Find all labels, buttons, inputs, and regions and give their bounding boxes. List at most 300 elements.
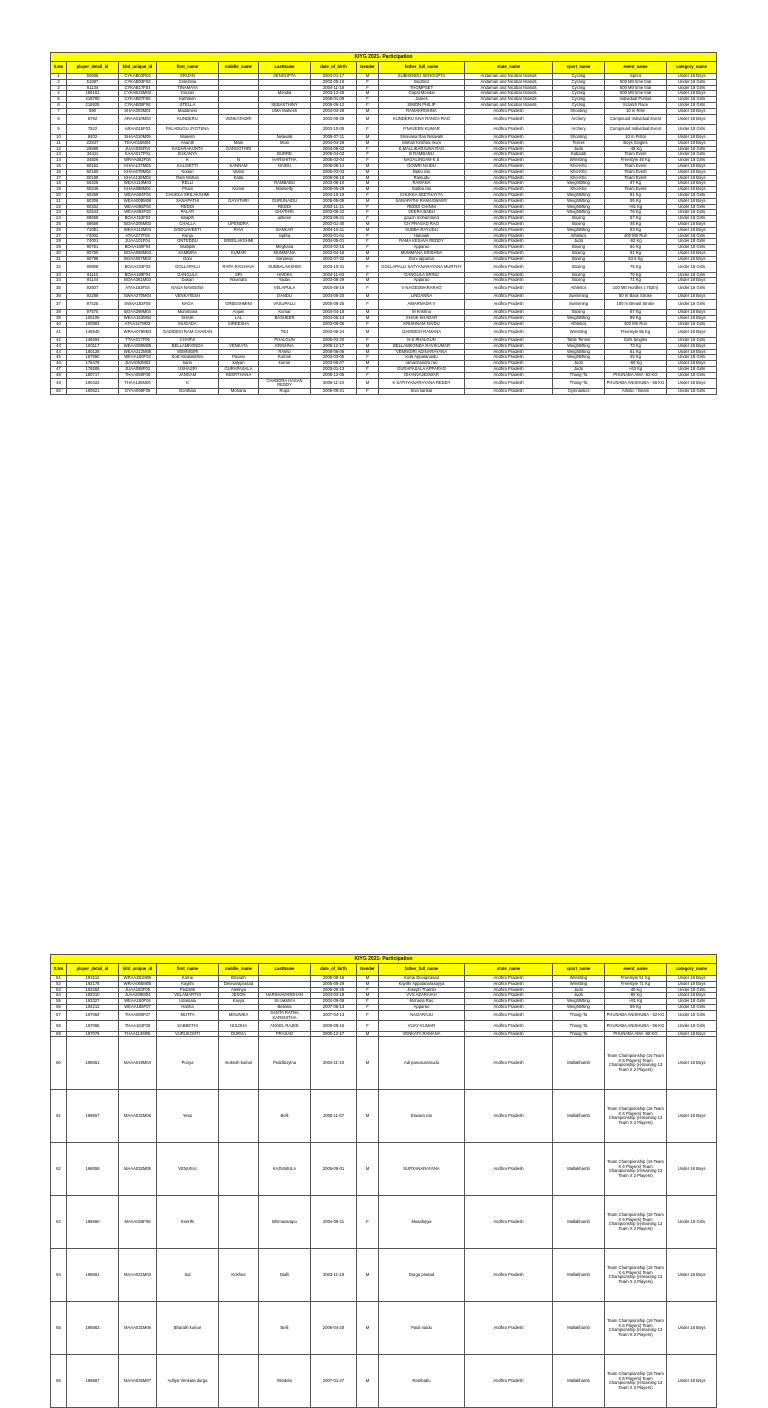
table-cell: 2006-08-15 — [311, 1021, 357, 1031]
table-cell: 58 — [51, 1021, 67, 1031]
table-cell: M — [357, 378, 379, 389]
table-cell: MAAA032M05 — [119, 1090, 157, 1143]
table-cell: F — [357, 204, 379, 210]
table-cell: 194212 — [67, 1004, 119, 1010]
table-cell: Andhra Pradesh — [465, 999, 553, 1005]
table-cell: Vamsi — [219, 169, 259, 175]
table-cell: Andhra Pradesh — [465, 284, 553, 294]
table-cell: Under 18 Girls — [667, 389, 717, 395]
table-cell: 24 — [51, 216, 67, 222]
table-cell: F — [357, 85, 379, 91]
table-cell: Weightlifting — [553, 1004, 605, 1010]
table-cell: 39 — [51, 316, 67, 322]
table-cell: HARSHITHA — [259, 158, 311, 164]
table-cell: Aditya Venkata durga — [157, 1355, 219, 1408]
table-cell: Andhra Pradesh — [465, 146, 553, 152]
table-cell: 25 — [51, 221, 67, 227]
table-cell: 31 — [51, 256, 67, 262]
table-cell: Kolli Appalanaidu — [379, 355, 465, 361]
table-cell: Phani — [157, 187, 219, 193]
table-cell: 83 Kg — [605, 227, 667, 233]
table-cell: SREELAKSHMI — [219, 239, 259, 245]
table-cell: Dasari — [157, 278, 219, 284]
table-cell: Mondal — [259, 91, 311, 97]
table-cell: M — [357, 1031, 379, 1037]
table-cell: GAYATHRI — [219, 198, 259, 204]
table-cell: 49 — [51, 378, 67, 389]
table-cell: Sri lakshmi — [259, 999, 311, 1005]
table-cell: Dialli — [259, 1249, 311, 1302]
table-cell: BOAA205M03 — [119, 221, 157, 227]
table-cell: Wrestling — [553, 158, 605, 164]
table-cell: M — [357, 169, 379, 175]
table-cell: 197068 — [67, 1021, 119, 1031]
table-cell: Paidi naidu — [379, 1302, 465, 1355]
table-cell: M — [357, 227, 379, 233]
table-cell: Andhra Pradesh — [465, 239, 553, 245]
table-cell: Korrai — [157, 976, 219, 982]
table-cell: THOMPSET — [379, 85, 465, 91]
table-cell: 34 — [51, 278, 67, 284]
table-cell — [219, 1143, 259, 1196]
table-cell: SWAA270M04 — [119, 294, 157, 300]
participation-table-1 — [50, 52, 717, 395]
table-cell: Under 18 Girls — [667, 367, 717, 373]
table-cell: SIMON PHILIP — [379, 102, 465, 108]
table-cell: Weightlifting — [553, 343, 605, 349]
table-cell: K SATHYANARAYANA REDDY — [379, 378, 465, 389]
table-cell: 2005-08-01 — [311, 1143, 357, 1196]
table-cell: ARAA010M03 — [119, 114, 157, 124]
table-cell: Cycling — [553, 97, 605, 103]
table-cell: Under 18 Boys — [667, 169, 717, 175]
table-cell: M — [357, 993, 379, 999]
table-cell: Peddinti — [157, 987, 219, 993]
table-cell: 38 — [51, 310, 67, 316]
table-cell: Andhra Pradesh — [465, 349, 553, 355]
table-cell: Under 18 Boys — [667, 181, 717, 187]
table-cell: SENGUPTA — [259, 74, 311, 80]
table-cell: GADIDESI RAMANA — [379, 327, 465, 337]
table-cell: 76 Kg — [605, 210, 667, 216]
table-cell: Andhra Pradesh — [465, 175, 553, 181]
column-header: first_name — [157, 62, 219, 74]
table-cell: Andhra Pradesh — [465, 1010, 553, 1021]
table-cell: James — [379, 97, 465, 103]
table-cell: BOAA361M03 — [119, 278, 157, 284]
table-cell: M — [357, 1037, 379, 1090]
table-cell: -90 Kg — [605, 993, 667, 999]
table-cell: Cycling — [553, 102, 605, 108]
table-cell: Under 18 Boys — [667, 294, 717, 300]
table-cell: 2004-11-10 — [311, 1037, 357, 1090]
table-cell: PHUNABA AMA -68 KG — [605, 1031, 667, 1037]
table-cell: Under 18 Girls — [667, 204, 717, 210]
table-cell: Shooting — [553, 108, 605, 114]
table-cell: Team Event — [605, 169, 667, 175]
table-cell: PHUNABA ANISHUBA - 56 KG — [605, 378, 667, 389]
table-cell: Weightlifting — [553, 198, 605, 204]
table-cell: gouch mohammed — [379, 216, 465, 222]
table-cell: 67 Kg — [605, 181, 667, 187]
table-cell: F — [357, 300, 379, 310]
table-cell: CYKAB08F06 — [119, 102, 157, 108]
table-cell: 2006-11-10 — [311, 378, 357, 389]
table-cell: RAMAKRISHNA — [379, 108, 465, 114]
table-cell: Andhra Pradesh — [465, 221, 553, 227]
table-cell: Compound Individual Event — [605, 114, 667, 124]
table-cell: Andhra Pradesh — [465, 327, 553, 337]
participation-table-2 — [50, 954, 717, 1408]
table-cell: GURAPASALA — [219, 367, 259, 373]
table-cell: F — [357, 192, 379, 198]
table-cell: MUTTA — [157, 1010, 219, 1021]
table-cell: Kho-Kho — [553, 169, 605, 175]
table-cell: Sandeep — [259, 256, 311, 262]
table-cell: Under 18 Boys — [667, 163, 717, 169]
table-cell: Boxing — [553, 262, 605, 272]
table-cell — [219, 124, 259, 134]
table-cell: MOUNIKA — [219, 1010, 259, 1021]
table-cell: 400 Mtr Run — [605, 322, 667, 328]
table-cell: Under 18 Boys — [667, 227, 717, 233]
table-cell: 44 — [51, 349, 67, 355]
table-cell: Alekhya — [219, 987, 259, 993]
table-cell: Anjani — [219, 310, 259, 316]
column-header: event_name — [605, 964, 667, 976]
table-cell: 2004-01-17 — [311, 74, 357, 80]
table-cell: 2004-05-01 — [311, 239, 357, 245]
table-cell: NAGA NAVEENA — [157, 284, 219, 294]
table-cell: RAMU — [259, 349, 311, 355]
table-cell: Kayithi — [157, 981, 219, 987]
table-cell: 2005-08-26 — [311, 987, 357, 993]
table-cell: USHASRI — [157, 367, 219, 373]
table-cell: BOAA180F04 — [119, 245, 157, 251]
table-cell: Yesu — [157, 1090, 219, 1143]
table-cell: WEAA112M04 — [119, 227, 157, 233]
table-cell: CYKAB15M03 — [119, 91, 157, 97]
table-cell: 2006-06-06 — [311, 349, 357, 355]
table-cell: Judo — [553, 993, 605, 999]
table-cell: 17 — [51, 175, 67, 181]
table-cell: 193310 — [67, 993, 119, 999]
table-cell: mukesh kumar — [219, 1037, 259, 1090]
table-cell: F — [357, 372, 379, 378]
table-cell: REDDI — [259, 204, 311, 210]
table-cell: 500 Mtr time trial — [605, 79, 667, 85]
table-cell: Katta — [219, 175, 259, 181]
table-cell: Mallakhamb — [553, 1037, 605, 1090]
table-cell: 64 — [51, 1249, 67, 1302]
table-cell: 2003-10-31 — [311, 262, 357, 272]
table-cell: Under 18 Boys — [667, 114, 717, 124]
column-header: LastName — [259, 62, 311, 74]
table-cell: Girls Singles — [605, 338, 667, 344]
table-row — [51, 1196, 717, 1249]
table-cell: RELLI — [157, 181, 219, 187]
table-cell: Under 18 Girls — [667, 1004, 717, 1010]
table-cell: Under 18 Girls — [667, 262, 717, 272]
table-cell: -60 Kg — [605, 361, 667, 367]
table-cell: Andhra Pradesh — [465, 187, 553, 193]
table-cell: 2005-11-07 — [311, 1090, 357, 1143]
table-cell: Boys Singles — [605, 140, 667, 146]
table-cell: 51134 — [67, 85, 119, 91]
table-cell: 9 — [51, 124, 67, 134]
column-header: Gender — [357, 964, 379, 976]
table-cell: 2007-04-13 — [311, 1010, 357, 1021]
table-cell: Under 18 Boys — [667, 134, 717, 140]
table-cell: F — [357, 1004, 379, 1010]
table-cell: 60180 — [67, 169, 119, 175]
table-cell: Bhimavarapu — [259, 1196, 311, 1249]
table-cell: M — [357, 1302, 379, 1355]
table-cell: SHAA003M01 — [119, 108, 157, 114]
table-cell: 91110 — [67, 272, 119, 278]
table-row — [51, 1010, 717, 1021]
table-cell: AMARNADH V — [379, 300, 465, 310]
column-header: first_name — [157, 964, 219, 976]
table-cell: 2003-01-13 — [311, 367, 357, 373]
table-cell: F — [357, 239, 379, 245]
table-cell: Pavani — [219, 355, 259, 361]
table-cell: 2004-08-02 — [311, 146, 357, 152]
table-cell: Andhra Pradesh — [465, 278, 553, 284]
table-cell: 2003-01-01 — [311, 233, 357, 239]
table-cell: Under 18 Boys — [667, 310, 717, 316]
table-cell: Thang-Ta — [553, 1010, 605, 1021]
table-cell: 50 m Back Stroke — [605, 294, 667, 300]
table-cell: 2003-04-18 — [311, 250, 357, 256]
table-cell: Muni — [259, 140, 311, 146]
table-cell: WEAA212M06 — [119, 349, 157, 355]
table-cell: Under 18 Girls — [667, 233, 717, 239]
table-cell: M — [357, 361, 379, 367]
table-cell: SUBHENDU SENGUPTA — [379, 74, 465, 80]
table-cell: Andhra Pradesh — [465, 163, 553, 169]
table-cell: SAMBIRA — [157, 250, 219, 256]
table-cell: Under 18 Boys — [667, 221, 717, 227]
table-cell: F — [357, 1010, 379, 1021]
table-cell: 68668 — [67, 221, 119, 227]
table-cell: BOAA153F03 — [119, 216, 157, 222]
table-row — [51, 114, 717, 124]
table-cell: 60269 — [67, 192, 119, 198]
table-cell: Keerthi — [157, 1196, 219, 1249]
table-cell: M — [357, 1143, 379, 1196]
column-header: S.No — [51, 964, 67, 976]
table-cell: 198661 — [67, 1249, 119, 1302]
table-cell: 62543 — [67, 210, 119, 216]
table-cell: Andhra Pradesh — [465, 300, 553, 310]
table-cell: Under 18 Boys — [667, 327, 717, 337]
table-cell: 400 Mtr Run — [605, 233, 667, 239]
table-cell: Wrestling — [553, 976, 605, 982]
participation-sheet-2 — [50, 954, 716, 1408]
table-cell: F — [357, 79, 379, 85]
table-cell: MUGADA — [157, 322, 219, 328]
table-cell: Mallakhamb — [553, 1143, 605, 1196]
table-cell: Gourav — [157, 91, 219, 97]
table-cell: Srinivasa Rao Nelavalli — [379, 134, 465, 140]
table-cell: Under 18 Girls — [667, 272, 717, 278]
table-cell: Athletics — [553, 284, 605, 294]
table-cell: KUNDERU SIVA RANGA RAO — [379, 114, 465, 124]
table-body — [51, 976, 717, 1408]
table-cell: 70 Kg — [605, 272, 667, 278]
table-cell: M — [357, 163, 379, 169]
table-cell: Under 18 Boys — [667, 175, 717, 181]
table-cell: Weightlifting — [553, 181, 605, 187]
table-cell: Judo — [553, 239, 605, 245]
table-cell: Andhra Pradesh — [465, 272, 553, 278]
table-cell: Under 18 Girls — [667, 146, 717, 152]
table-cell: -40 Kg — [605, 987, 667, 993]
table-cell: Mani — [219, 140, 259, 146]
table-cell: 60332 — [67, 204, 119, 210]
table-cell: 53 — [51, 987, 67, 993]
table-cell: P.NAVEEN KUMAR — [379, 124, 465, 134]
table-cell: Andhra Pradesh — [465, 198, 553, 204]
table-cell: VELAMARTHI — [157, 993, 219, 999]
table-cell: B RAMBABU — [379, 152, 465, 158]
table-cell: 160117 — [67, 343, 119, 349]
table-cell: M — [357, 1090, 379, 1143]
table-cell: Andhra Pradesh — [465, 361, 553, 367]
table-cell: 91144 — [67, 278, 119, 284]
table-cell: 52 — [51, 981, 67, 987]
table-cell: 2006-02-04 — [311, 158, 357, 164]
table-cell: Andhra Pradesh — [465, 1196, 553, 1249]
table-cell: 18 — [51, 181, 67, 187]
table-cell: CYKAB07F06 — [119, 97, 157, 103]
table-cell: Andhra Pradesh — [465, 372, 553, 378]
table-cell: F — [357, 389, 379, 395]
table-cell: 2003-06-10 — [311, 181, 357, 187]
table-cell: ATAA147M03 — [119, 322, 157, 328]
table-cell: 2005-09-21 — [311, 389, 357, 395]
table-cell: Mallakhamb — [553, 1090, 605, 1143]
table-cell: 61 Kg — [605, 349, 667, 355]
table-cell: N — [219, 158, 259, 164]
table-cell: 63.5 Kg — [605, 256, 667, 262]
table-cell: 2004-02-15 — [311, 245, 357, 251]
table-cell: 2003-12-26 — [311, 91, 357, 97]
table-cell: F — [357, 97, 379, 103]
table-cell: 160128 — [67, 349, 119, 355]
table-cell: Andhra Pradesh — [465, 1302, 553, 1355]
column-header: sport_name — [553, 964, 605, 976]
table-cell: Team Championship (16 Team X 6 Players) Team Championship (remaining 13 Team X 2 Players) — [605, 1355, 667, 1408]
table-cell: BOAA057M03 — [119, 256, 157, 262]
table-cell — [219, 284, 259, 294]
table-cell: F — [357, 146, 379, 152]
table-cell: 186161 — [67, 91, 119, 97]
table-cell: GOWRI NAIDU — [379, 163, 465, 169]
table-cell: 2004-03-18 — [311, 993, 357, 999]
table-cell: M — [357, 278, 379, 284]
table-cell: WEAA160F04 — [119, 999, 157, 1005]
table-cell: 23 — [51, 210, 67, 216]
table-cell: Team Championship (16 Team X 6 Players) Team Championship (remaining 13 Team X 2 Players) — [605, 1302, 667, 1355]
table-cell: Under 18 Girls — [667, 245, 717, 251]
table-cell: Under 18 Girls — [667, 300, 717, 310]
table-cell: 56 — [51, 1004, 67, 1010]
table-cell: ANGEL RAJEE — [259, 1021, 311, 1031]
table-cell: 2003-06-22 — [311, 210, 357, 216]
table-cell: NAGARAJU — [379, 1010, 465, 1021]
table-cell: Donthala — [157, 389, 219, 395]
table-cell: Andhra Pradesh — [465, 152, 553, 158]
table-cell: ATAA163F04 — [119, 284, 157, 294]
table-cell: Mallakhamb — [553, 1196, 605, 1249]
table-cell: 2004-11-18 — [311, 85, 357, 91]
table-cell: PHUNABA AMA -52 KG — [605, 372, 667, 378]
table-cell: 2005-07-11 — [311, 134, 357, 140]
table-cell: Athletics — [553, 322, 605, 328]
table-cell: F — [357, 233, 379, 239]
table-cell: Andhra Pradesh — [465, 250, 553, 256]
table-cell: Andhra Pradesh — [465, 1004, 553, 1010]
table-cell: Boxing — [553, 310, 605, 316]
table-cell: Andhra Pradesh — [465, 378, 553, 389]
table-cell: RAVI — [219, 227, 259, 233]
table-cell: RAMA KESAVA REDDY — [379, 239, 465, 245]
table-cell: 2006-04-03 — [311, 152, 357, 158]
table-cell: 100 Mtr Hurdles (.762m) — [605, 284, 667, 294]
table-cell: Wrestling — [553, 327, 605, 337]
table-cell: WEAA163M04 — [119, 316, 157, 322]
table-cell: ramachandra rao — [379, 361, 465, 367]
table-cell: KHAA078M04 — [119, 169, 157, 175]
table-cell: 190422 — [67, 378, 119, 389]
table-cell: Under 18 Boys — [667, 198, 717, 204]
table-cell: F — [357, 284, 379, 294]
table-cell: 8 — [51, 114, 67, 124]
table-cell: Andhra Pradesh — [465, 233, 553, 239]
table-cell: PHUNABA ANISHUBA - 56 KG — [605, 1021, 667, 1031]
column-header: middle_name — [219, 964, 259, 976]
table-cell: Rambabu — [379, 1355, 465, 1408]
table-cell: Andhra Pradesh — [465, 216, 553, 222]
sheet-title: KIYG 2021- Participation — [51, 53, 717, 62]
table-cell: 2004-10-11 — [311, 227, 357, 233]
table-cell: Meghana — [259, 245, 311, 251]
table-cell: KUNDERU — [157, 114, 219, 124]
table-cell: 57 — [51, 1010, 67, 1021]
table-cell: Judo — [553, 367, 605, 373]
table-cell: BASHEER — [259, 316, 311, 322]
table-cell: Kho-Kho — [553, 187, 605, 193]
table-cell: Weightlifting — [553, 999, 605, 1005]
table-cell: MAAA032M05 — [119, 1143, 157, 1196]
table-cell: Joseph Thambi — [379, 987, 465, 993]
table-cell: KAAA017F01 — [119, 152, 157, 158]
table-cell: 55 Kg — [605, 198, 667, 204]
table-cell: 97570 — [67, 310, 119, 316]
table-cell: F — [357, 999, 379, 1005]
table-cell: Judo — [553, 987, 605, 993]
table-cell: THAA104F06 — [119, 1021, 157, 1031]
table-cell: CYKAB03R04 — [119, 74, 157, 80]
table-cell: M — [357, 181, 379, 187]
table-cell: 74001 — [67, 239, 119, 245]
table-cell: Andhra Pradesh — [465, 124, 553, 134]
table-row — [51, 1249, 717, 1302]
table-cell: Gopal Mondal — [379, 91, 465, 97]
table-cell: M — [357, 310, 379, 316]
